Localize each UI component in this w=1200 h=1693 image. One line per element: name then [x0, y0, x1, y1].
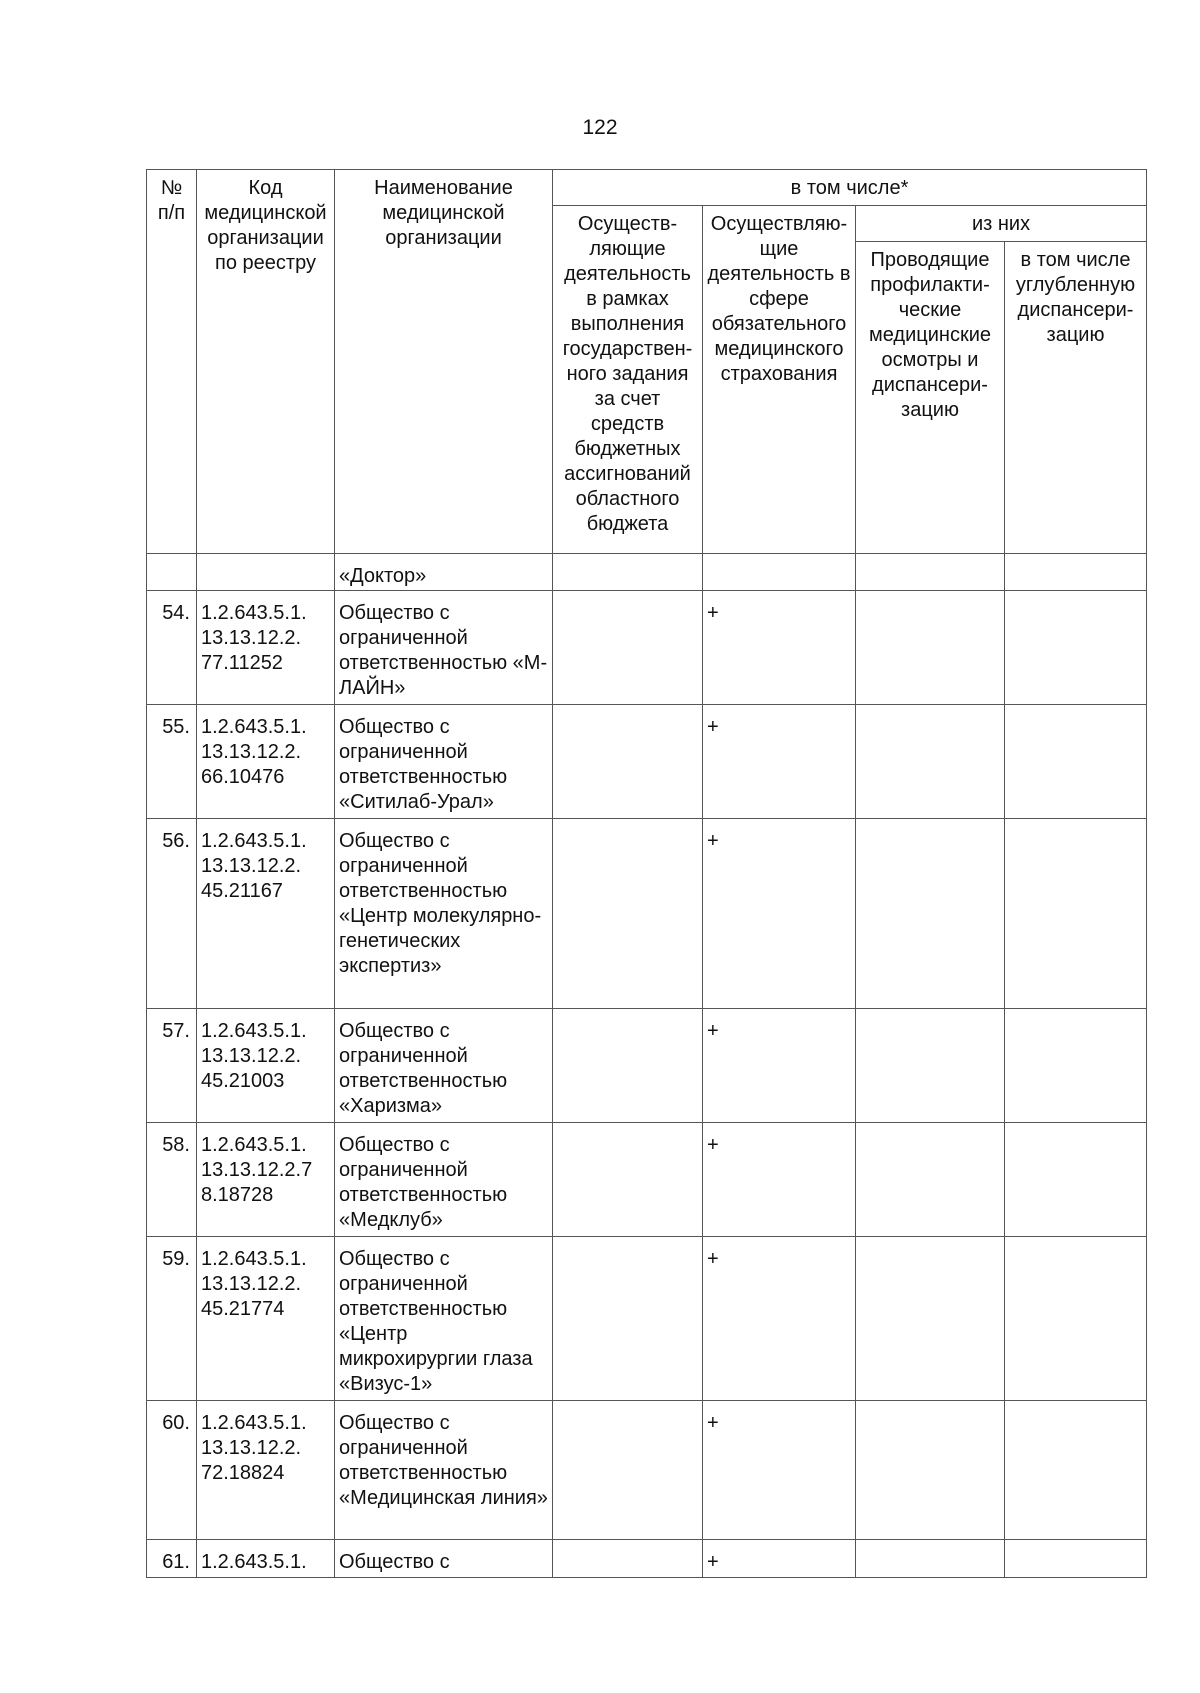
oms-mark: +	[703, 819, 856, 1009]
header-group: в том числе*	[553, 170, 1147, 206]
header-subgroup: из них	[856, 206, 1147, 242]
header-prophylactic: Проводящие профилакти- ческие медицинские осмотры и диспансери- зацию	[856, 242, 1005, 554]
header-oms: Осуществляю- щие деятельность в сфере обязательного медицинского страхования	[703, 206, 856, 554]
org-name: Общество с ограниченной ответственностью «Медклуб»	[335, 1123, 553, 1237]
row-number: 61.	[147, 1540, 197, 1578]
org-code: 1.2.643.5.1. 13.13.12.2. 66.10476	[197, 705, 335, 819]
row-number: 55.	[147, 705, 197, 819]
header-number: № п/п	[147, 170, 197, 554]
header-code: Код медицинской организации по реестру	[197, 170, 335, 554]
org-name: Общество с ограниченной ответственностью «Медицинская линия»	[335, 1401, 553, 1540]
row-number: 58.	[147, 1123, 197, 1237]
oms-mark: +	[703, 1237, 856, 1401]
row-number: 57.	[147, 1009, 197, 1123]
org-name: Общество с ограниченной ответственностью «Харизма»	[335, 1009, 553, 1123]
row-number: 60.	[147, 1401, 197, 1540]
org-name: Общество с ограниченной ответственностью «Центр молекулярно- генетических экспертиз»	[335, 819, 553, 1009]
org-name: Общество с ограниченной ответственностью «Ситилаб-Урал»	[335, 705, 553, 819]
oms-mark: +	[703, 1123, 856, 1237]
row-number: 56.	[147, 819, 197, 1009]
org-code: 1.2.643.5.1. 13.13.12.2.7 8.18728	[197, 1123, 335, 1237]
org-code: 1.2.643.5.1. 13.13.12.2. 45.21167	[197, 819, 335, 1009]
oms-mark: +	[703, 1009, 856, 1123]
org-code: 1.2.643.5.1. 13.13.12.2. 72.18824	[197, 1401, 335, 1540]
header-state-task: Осуществ- ляющие деятельность в рамках выполнения государствен- ного задания за счет средств бюджетных ассигнований областного бюджета	[553, 206, 703, 554]
row-number: 59.	[147, 1237, 197, 1401]
table-row	[147, 1540, 1147, 1578]
table-row	[147, 1123, 1147, 1237]
oms-mark: +	[703, 1401, 856, 1540]
table-row	[147, 1237, 1147, 1401]
org-name: «Доктор»	[335, 554, 553, 591]
table-row	[147, 1009, 1147, 1123]
row-number: 54.	[147, 591, 197, 705]
header-deep-dispensary: в том числе углубленную диспансери- зацию	[1005, 242, 1147, 554]
table-row	[147, 705, 1147, 819]
header-name: Наименование медицинской организации	[335, 170, 553, 554]
org-name: Общество с ограниченной ответственностью «М-ЛАЙН»	[335, 591, 553, 705]
oms-mark: +	[703, 1540, 856, 1578]
table-row	[147, 591, 1147, 705]
page-number: 122	[582, 116, 618, 139]
org-code: 1.2.643.5.1. 13.13.12.2. 77.11252	[197, 591, 335, 705]
org-name: Общество с ограниченной ответственностью «Центр микрохирургии глаза «Визус-1»	[335, 1237, 553, 1401]
org-code: 1.2.643.5.1. 13.13.12.2. 45.21774	[197, 1237, 335, 1401]
table-row	[147, 554, 1147, 591]
organizations-table	[146, 169, 1147, 1578]
org-name: Общество с	[335, 1540, 553, 1578]
org-code: 1.2.643.5.1.	[197, 1540, 335, 1578]
oms-mark: +	[703, 591, 856, 705]
org-code: 1.2.643.5.1. 13.13.12.2. 45.21003	[197, 1009, 335, 1123]
oms-mark: +	[703, 705, 856, 819]
table-row	[147, 1401, 1147, 1540]
table-row	[147, 819, 1147, 1009]
